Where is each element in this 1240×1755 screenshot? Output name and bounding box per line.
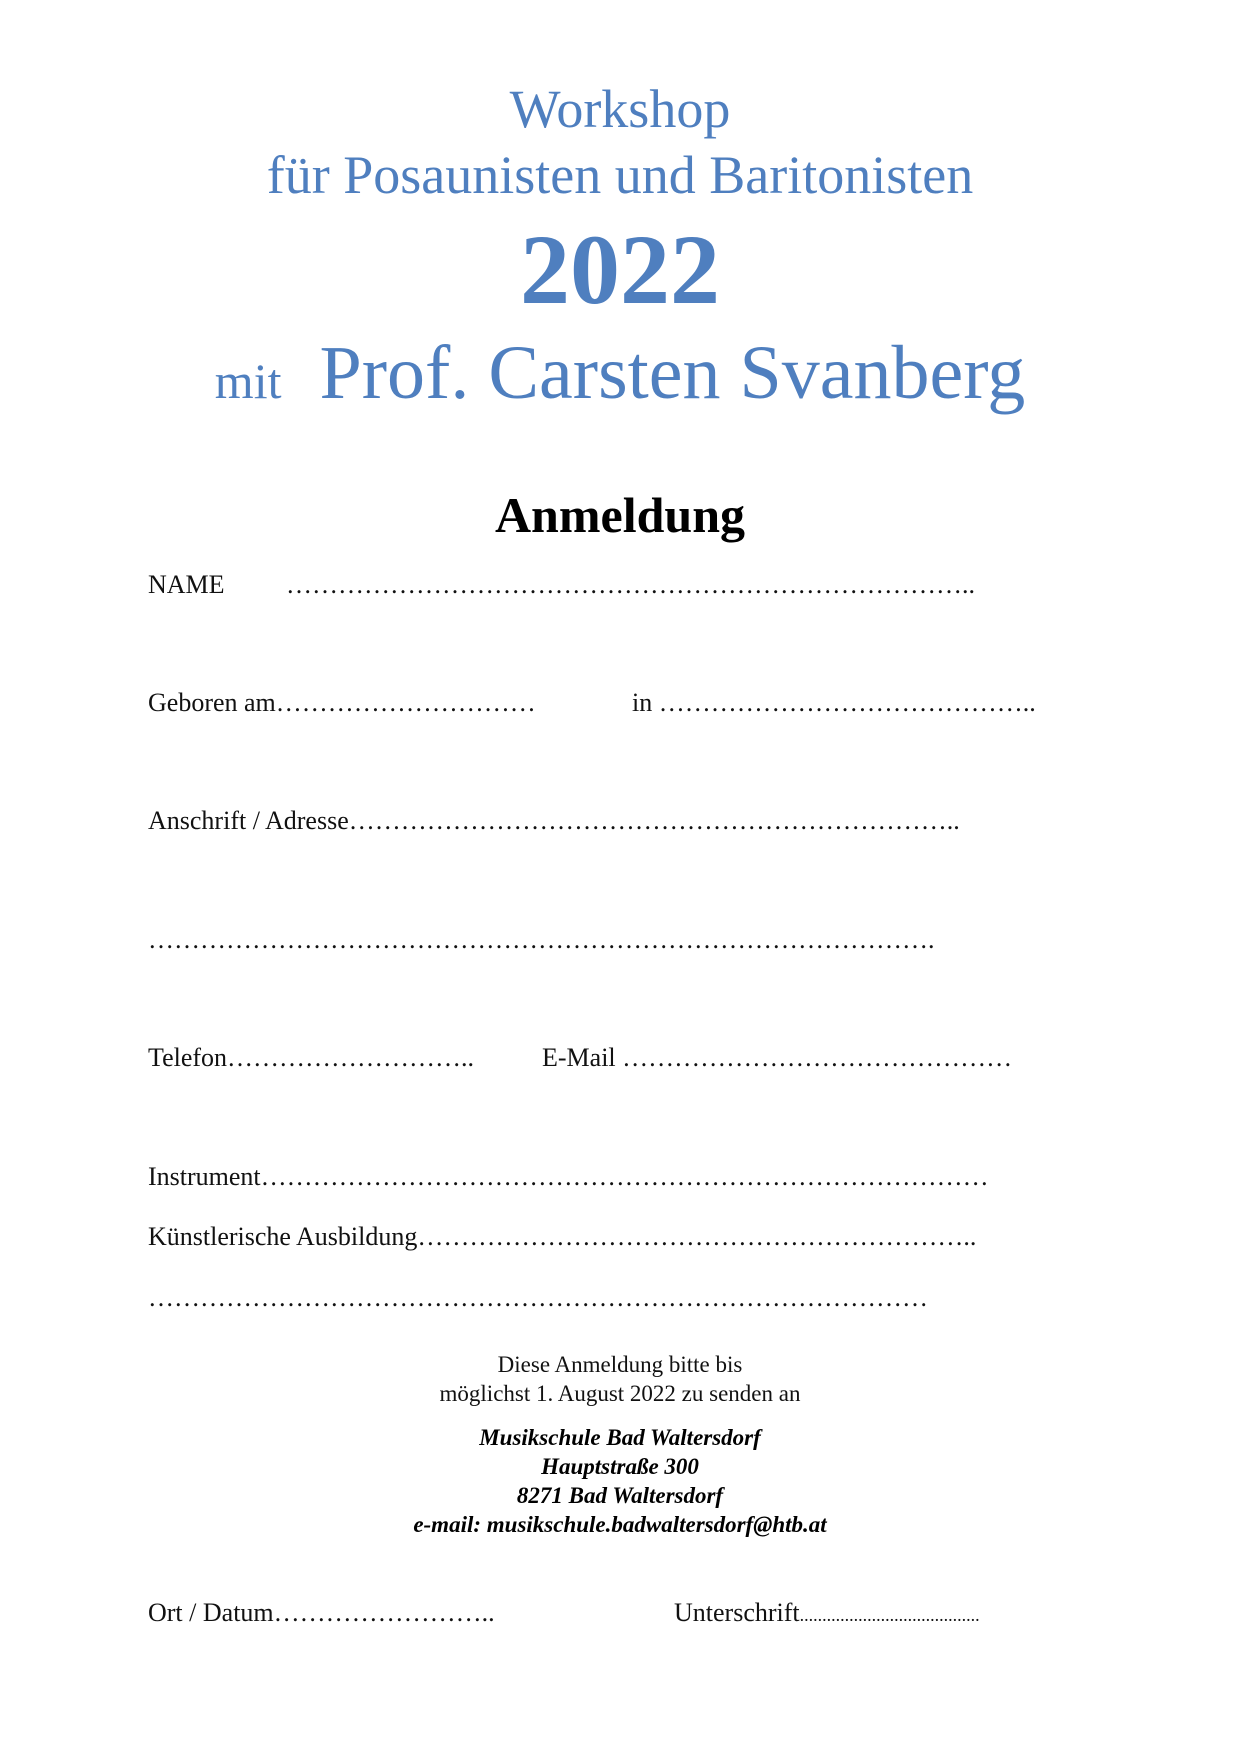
born-label: Geboren am (148, 688, 276, 717)
education-field-line2[interactable]: ……………………………………………………………………………… (148, 1283, 928, 1312)
place-date-field[interactable]: …………………….. (273, 1598, 495, 1627)
workshop-year: 2022 (520, 214, 720, 325)
birthplace-row (632, 688, 1036, 718)
teacher-line (0, 330, 1240, 417)
school-name: Musikschule Bad Waltersdorf (479, 1425, 761, 1450)
workshop-subtitle: für Posaunisten und Baritonisten (266, 145, 974, 205)
instruction-line-1: Diese Anmeldung bitte bis (497, 1352, 743, 1377)
instruction-line-2: möglichst 1. August 2022 zu senden an (439, 1381, 801, 1406)
address-row (148, 806, 960, 836)
teacher-name: Prof. Carsten Svanberg (319, 331, 1026, 415)
name-label: NAME (148, 570, 225, 599)
address-field-line2[interactable]: ………………………………………………………………………………. (148, 925, 935, 954)
phone-row (148, 1043, 474, 1073)
signature-row (674, 1598, 980, 1628)
school-city: 8271 Bad Waltersdorf (516, 1483, 724, 1508)
place-date-label: Ort / Datum (148, 1598, 274, 1627)
school-email: e-mail: musikschule.badwaltersdorf@htb.at (413, 1512, 827, 1537)
phone-field[interactable]: ……………………….. (227, 1043, 475, 1072)
phone-label: Telefon (148, 1043, 228, 1072)
signature-field[interactable]: ........................................ (799, 1605, 980, 1625)
born-field[interactable]: ………………………… (275, 688, 536, 717)
birthplace-field[interactable]: …………………………………….. (658, 688, 1036, 717)
instrument-row (148, 1162, 989, 1192)
education-row (148, 1222, 976, 1252)
born-field-row (148, 688, 536, 718)
instrument-label: Instrument (148, 1162, 261, 1191)
name-field[interactable]: …………………………………………………………………….. (286, 570, 975, 599)
with-label: mit (214, 353, 282, 409)
email-field[interactable]: ……………………………………… (622, 1043, 1013, 1072)
place-date-row (148, 1598, 495, 1628)
address-field[interactable]: …………………………………………………………….. (348, 806, 960, 835)
email-row (542, 1043, 1012, 1073)
education-label: Künstlerische Ausbildung (148, 1222, 418, 1251)
workshop-title: Workshop (509, 79, 731, 139)
birthplace-label: in (632, 688, 653, 717)
form-title: Anmeldung (494, 487, 746, 543)
email-label: E-Mail (542, 1043, 616, 1072)
address-label: Anschrift / Adresse (148, 806, 349, 835)
signature-label: Unterschrift (674, 1598, 800, 1627)
education-field[interactable]: ……………………………………………………….. (417, 1222, 977, 1251)
school-street: Hauptstraße 300 (541, 1454, 699, 1479)
instrument-field[interactable]: ………………………………………………………………………… (260, 1162, 989, 1191)
